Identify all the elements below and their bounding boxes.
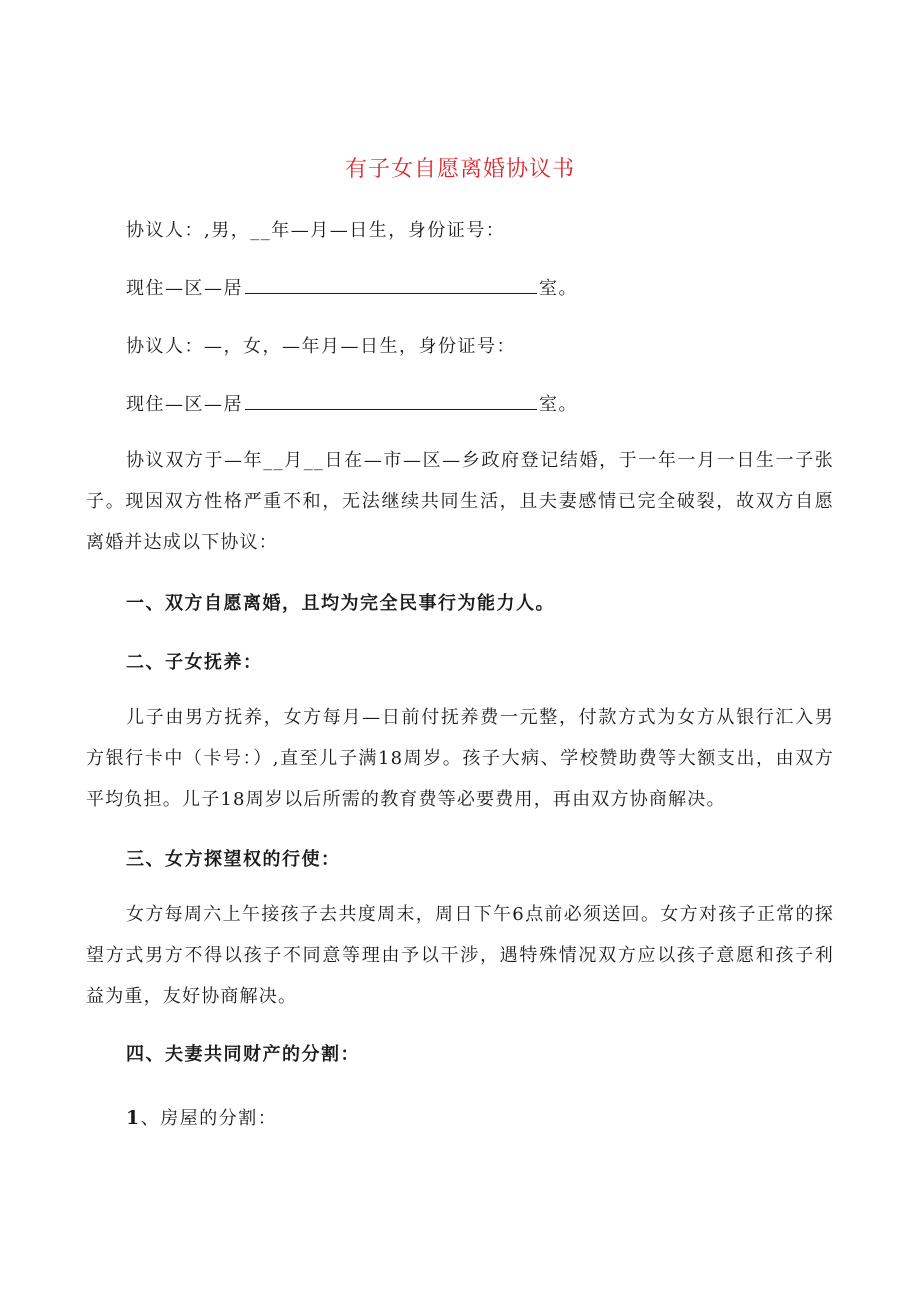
address-blank-line <box>245 279 537 294</box>
section-body-3: 女方每周六上午接孩子去共度周末，周日下午6点前必须送回。女方对孩子正常的探望方式男方不得以孩子不同意等理由予以干涉，遇特殊情况双方应以孩子意愿和孩子利益为重，友好协商解决。 <box>86 904 834 1007</box>
subitem-number: 1 <box>126 1107 141 1129</box>
party2-address <box>126 390 578 416</box>
address-blank-line <box>245 395 537 410</box>
section-heading-3: 三、女方探望权的行使： <box>126 849 341 870</box>
intro-paragraph: 协议双方于—年__月__日在—市—区—乡政府登记结婚，于一年一月一日生一子张子。现因双方性格严重不和，无法继续共同生活，且夫妻感情已完全破裂，故双方自愿离婚并达成以下协议： <box>86 450 834 553</box>
section-heading-4: 四、夫妻共同财产的分割： <box>126 1044 360 1065</box>
section-heading-2: 二、子女抚养： <box>126 652 263 673</box>
section-heading-1: 一、双方自愿离婚，且均为完全民事行为能力人。 <box>126 593 555 614</box>
document-title: 有子女自愿离婚协议书 <box>344 157 575 182</box>
section-body-2: 儿子由男方抚养，女方每月—日前付抚养费一元整，付款方式为女方从银行汇入男方银行卡中（卡号：）,直至儿子满18周岁。孩子大病、学校赞助费等大额支出，由双方平均负担。儿子18周岁以后所需的教育费等必要费用，再由双方协商解决。 <box>86 707 834 810</box>
subitem-house-division <box>126 1104 277 1130</box>
subitem-text: 、房屋的分割： <box>140 1108 278 1129</box>
party2-info: 协议人：—，女，—年月—日生，身份证号： <box>126 336 516 357</box>
party1-address <box>126 274 578 300</box>
party2-address-suffix: 室。 <box>539 394 578 415</box>
party1-address-prefix: 现住—区—居 <box>126 278 243 299</box>
party1-info: 协议人：,男，__年—月—日生，身份证号： <box>126 220 506 241</box>
party1-address-suffix: 室。 <box>539 278 578 299</box>
party2-address-prefix: 现住—区—居 <box>126 394 243 415</box>
